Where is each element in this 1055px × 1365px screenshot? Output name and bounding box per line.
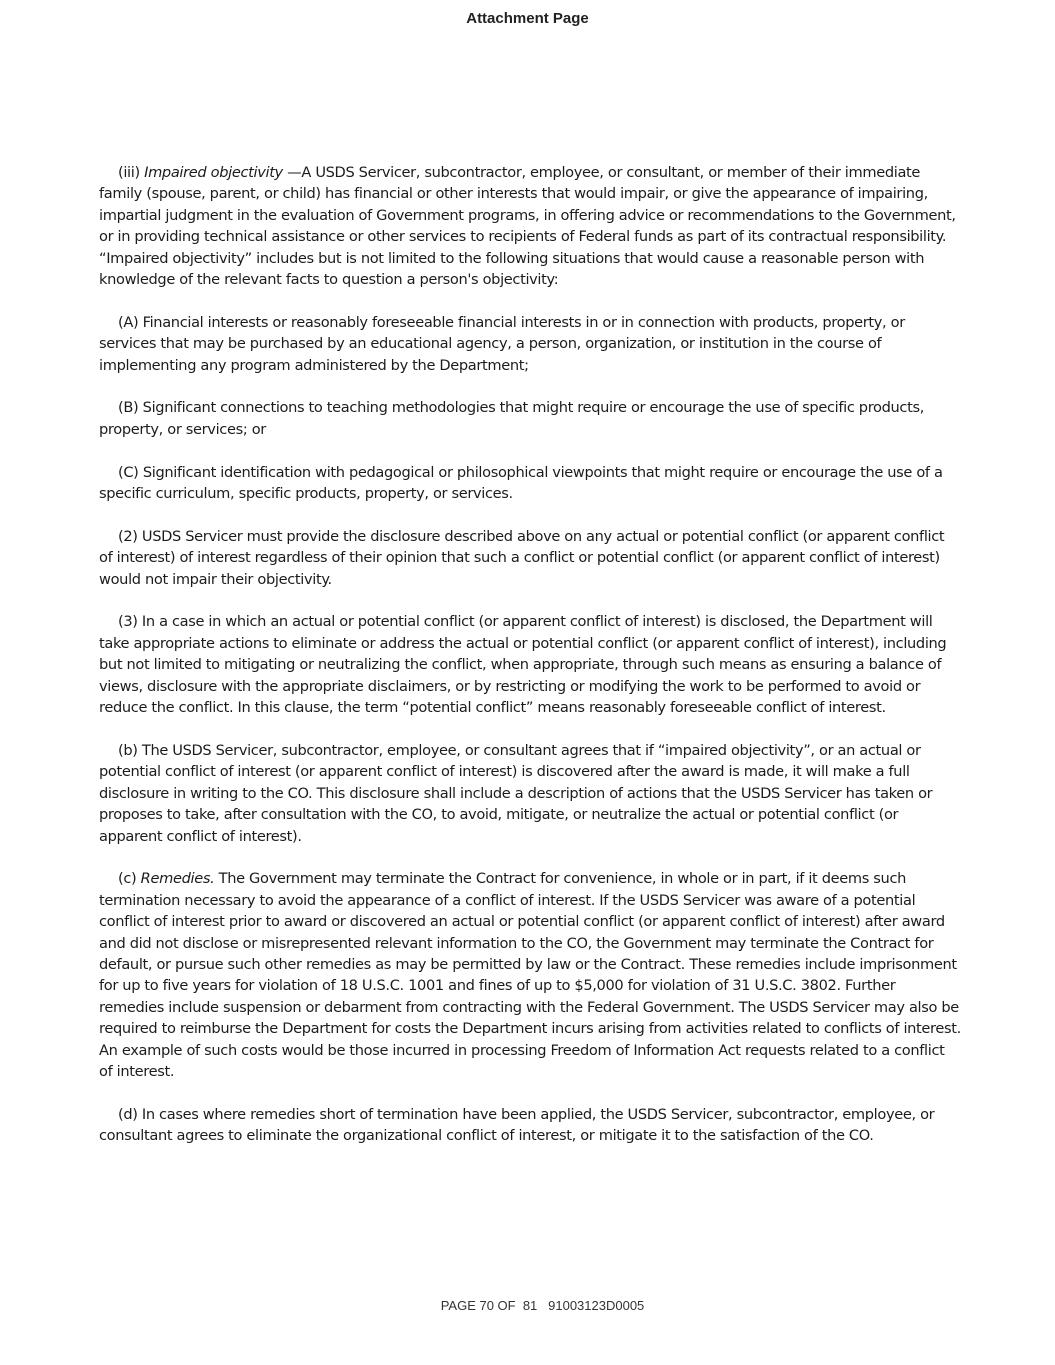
document-number: 91003123D0005 <box>548 1298 645 1313</box>
paragraph-text: The USDS Servicer, subcontractor, employee, or consultant agrees that if “impaired objectivity”, or an actual or potential conflict of interest (or apparent conflict of interest) is discovered after the award is made, it will make a full disclosure in writing to the CO. This disclosure shall include a description of actions that the USDS Servicer has taken or proposes to take, after consultation with the CO, to avoid, mitigate, or neutralize the actual or potential conflict (or apparent conflict of interest). <box>99 741 933 845</box>
paragraph-3-department-actions <box>99 611 961 718</box>
paragraph-2-disclosure <box>99 526 961 590</box>
paragraph-italic-heading: Remedies. <box>140 870 215 888</box>
paragraph-b-teaching-methodologies <box>99 397 961 440</box>
document-body <box>99 162 961 1147</box>
paragraph-text: In a case in which an actual or potential conflict (or apparent conflict of interest) is disclosed, the Department will take appropriate actions to eliminate or address the actual or potential conflict (or apparent conflict of interest), including but not limited to mitigating or neutralizing the conflict, when appropriate, through such means as ensuring a balance of views, disclosure with the appropriate disclaimers, or by restricting or modifying the work to be performed to avoid or reduce the conflict. In this clause, the term “potential conflict” means reasonably foreseeable conflict of interest. <box>99 613 947 717</box>
paragraph-b-post-award-disclosure <box>99 740 961 847</box>
paragraph-text: Financial interests or reasonably foreseeable financial interests in or in connection with products, property, or services that may be purchased by an educational agency, a person, organization, or institution in the course of implementing any program administered by the Department; <box>99 313 905 374</box>
paragraph-label: (d) <box>118 1105 138 1123</box>
paragraph-c-pedagogical-viewpoints <box>99 462 961 505</box>
paragraph-text: —A USDS Servicer, subcontractor, employee, or consultant, or member of their immediate family (spouse, parent, or child) has financial or other interests that would impair, or give the appearance of impairing, impartial judgment in the evaluation of Government programs, in offering advice or recommendations to the Government, or in providing technical assistance or other services to recipients of Federal funds as part of its contractual responsibility. “Impaired objectivity” includes but is not limited to the following situations that would cause a reasonable person with knowledge of the relevant facts to question a person's objectivity: <box>99 164 956 289</box>
paragraph-label: (c) <box>118 870 137 888</box>
paragraph-label: (B) <box>118 399 139 417</box>
paragraph-c-remedies <box>99 868 961 1082</box>
paragraph-text: Significant identification with pedagogical or philosophical viewpoints that might require or encourage the use of a specific curriculum, specific products, property, or services. <box>99 463 943 503</box>
paragraph-text: In cases where remedies short of termination have been applied, the USDS Servicer, subcontractor, employee, or consultant agrees to eliminate the organizational conflict of interest, or mitigate it to the satisfaction of the CO. <box>99 1105 935 1145</box>
paragraph-label: (iii) <box>118 164 140 181</box>
paragraph-label: (2) <box>118 527 138 545</box>
paragraph-text: The Government may terminate the Contract for convenience, in whole or in part, if it deems such termination necessary to avoid the appearance of a conflict of interest. If the USDS Servicer was aware of a potential conflict of interest prior to award or discovered an actual or potential conflict (or apparent conflict of interest) after award and did not disclose or misrepresented relevant information to the CO, the Government may terminate the Contract for default, or pursue such other remedies as may be permitted by law or the Contract. These remedies include imprisonment for up to five years for violation of 18 U.S.C. 1001 and fines of up to $5,000 for violation of 31 U.S.C. 3802. Further remedies include suspension or debarment from contracting with the Federal Government. The USDS Servicer may also be required to reimburse the Department for costs the Department incurs arising from activities related to conflicts of interest. An example of such costs would be those incurred in processing Freedom of Information Act requests related to a conflict of interest. <box>99 870 961 1080</box>
page-number-label: PAGE 70 OF 81 <box>440 1298 538 1313</box>
paragraph-text: Significant connections to teaching methodologies that might require or encourage the use of specific products, property, or services; or <box>99 399 925 438</box>
page-footer <box>0 1298 1055 1313</box>
page-header-title: Attachment Page <box>466 10 589 27</box>
paragraph-label: (A) <box>118 313 139 331</box>
paragraph-a-financial-interests <box>99 312 961 376</box>
paragraph-d-mitigation <box>99 1104 961 1147</box>
paragraph-italic-heading: Impaired objectivity <box>144 164 283 181</box>
paragraph-label: (b) <box>118 741 138 759</box>
paragraph-label: (3) <box>118 613 138 631</box>
paragraph-label: (C) <box>118 463 139 481</box>
paragraph-iii-impaired-objectivity <box>99 162 961 290</box>
paragraph-text: USDS Servicer must provide the disclosure described above on any actual or potential conflict (or apparent conflict of interest) of interest regardless of their opinion that such a conflict or potential conflict (or apparent conflict of interest) would not impair their objectivity. <box>99 527 945 588</box>
